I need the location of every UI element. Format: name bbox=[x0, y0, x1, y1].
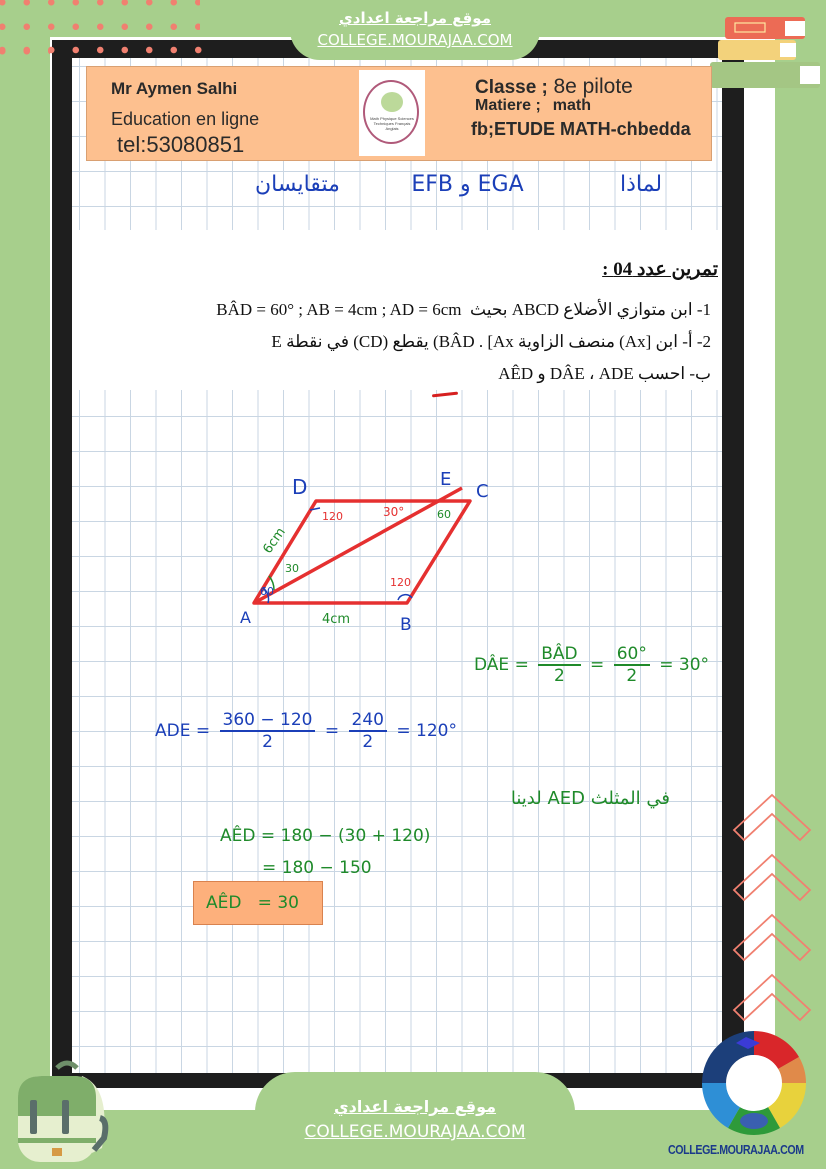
school-logo: Math Physique Sciences Techniques Français Anglais bbox=[359, 70, 425, 156]
exercise-line-1: 1- ابن متوازي الأضلاع ABCD بحيث BÂD = 60° ; AB = 4cm ; AD = 6cm bbox=[216, 300, 711, 319]
top-banner-url[interactable]: COLLEGE.MOURAJAA.COM bbox=[317, 31, 513, 49]
handwritten-congruent: متقايسان bbox=[255, 172, 340, 197]
svg-text:6cm: 6cm bbox=[260, 525, 289, 557]
chevron-up-decoration-icon bbox=[732, 790, 826, 1040]
teacher-phone: tel:53080851 bbox=[117, 132, 245, 157]
subject-label: Matiere ; bbox=[475, 97, 541, 114]
exercise-line-2: 2- أ- ابن [Ax) منصف الزاوية BÂD . [Ax) يقطع (CD) في نقطة E bbox=[271, 332, 711, 351]
svg-text:D: D bbox=[292, 475, 308, 499]
svg-text:C: C bbox=[476, 481, 489, 502]
header-info-box bbox=[86, 66, 712, 161]
formula-ade: ADE = $\frac{360 - 120}{2}$ = $\frac{240}{2}$ = 120° bbox=[155, 710, 458, 752]
formula-aed-line1: AÊD = 180 − (30 + 120) bbox=[220, 826, 431, 846]
teacher-name: Mr Aymen Salhi bbox=[111, 79, 238, 98]
svg-text:A: A bbox=[240, 608, 251, 627]
class-value: 8e pilote bbox=[553, 75, 633, 98]
svg-text:60: 60 bbox=[260, 585, 274, 598]
frame-dot-row bbox=[0, 43, 210, 57]
svg-text:30°: 30° bbox=[383, 505, 405, 519]
bottom-banner-arabic[interactable]: موقع مراجعة اعدادي bbox=[333, 1097, 497, 1116]
svg-text:120: 120 bbox=[390, 576, 411, 589]
svg-text:120: 120 bbox=[322, 510, 343, 523]
svg-text:B: B bbox=[400, 615, 412, 635]
class-label: Classe ; bbox=[475, 77, 548, 98]
subject-value: math bbox=[552, 97, 592, 114]
svg-text:60: 60 bbox=[437, 508, 451, 521]
brand-logo-text[interactable]: COLLEGE.MOURAJAA.COM bbox=[668, 1142, 804, 1157]
bottom-banner-ribbon bbox=[255, 1072, 575, 1169]
svg-text:E: E bbox=[440, 469, 452, 490]
final-answer-box bbox=[193, 881, 323, 925]
handwritten-why: لماذا bbox=[620, 172, 663, 197]
exercise-title: تمرين عدد 04 : bbox=[602, 259, 718, 280]
backpack-icon bbox=[12, 1058, 112, 1166]
svg-text:4cm: 4cm bbox=[322, 612, 351, 627]
top-banner-arabic[interactable]: موقع مراجعة اعدادي bbox=[339, 9, 491, 27]
tree-icon bbox=[381, 92, 403, 112]
final-answer-text: AÊD = 30 bbox=[206, 893, 299, 913]
books-stack-icon bbox=[700, 12, 820, 92]
triangle-note: في المثلث AED لدينا bbox=[510, 788, 670, 809]
facebook-page: fb;ETUDE MATH-chbedda bbox=[471, 119, 691, 139]
handwritten-triangles: EGA و EFB bbox=[411, 172, 524, 197]
college-mourajaa-logo-icon bbox=[696, 1025, 816, 1135]
exercise-line-3: ب- احسب DÂE ، ADE و AÊD bbox=[498, 364, 711, 383]
formula-dae: DÂE = $\frac{\text{BÂD}}{2}$ = $\frac{60^\circ}{2}$ = 30° bbox=[474, 644, 710, 686]
svg-text:30: 30 bbox=[285, 562, 299, 575]
parallelogram-diagram bbox=[230, 460, 520, 650]
formula-aed-line2: = 180 − 150 bbox=[262, 858, 372, 878]
bottom-banner-url[interactable]: COLLEGE.MOURAJAA.COM bbox=[304, 1122, 526, 1142]
header-subtitle: Education en ligne bbox=[111, 109, 260, 129]
